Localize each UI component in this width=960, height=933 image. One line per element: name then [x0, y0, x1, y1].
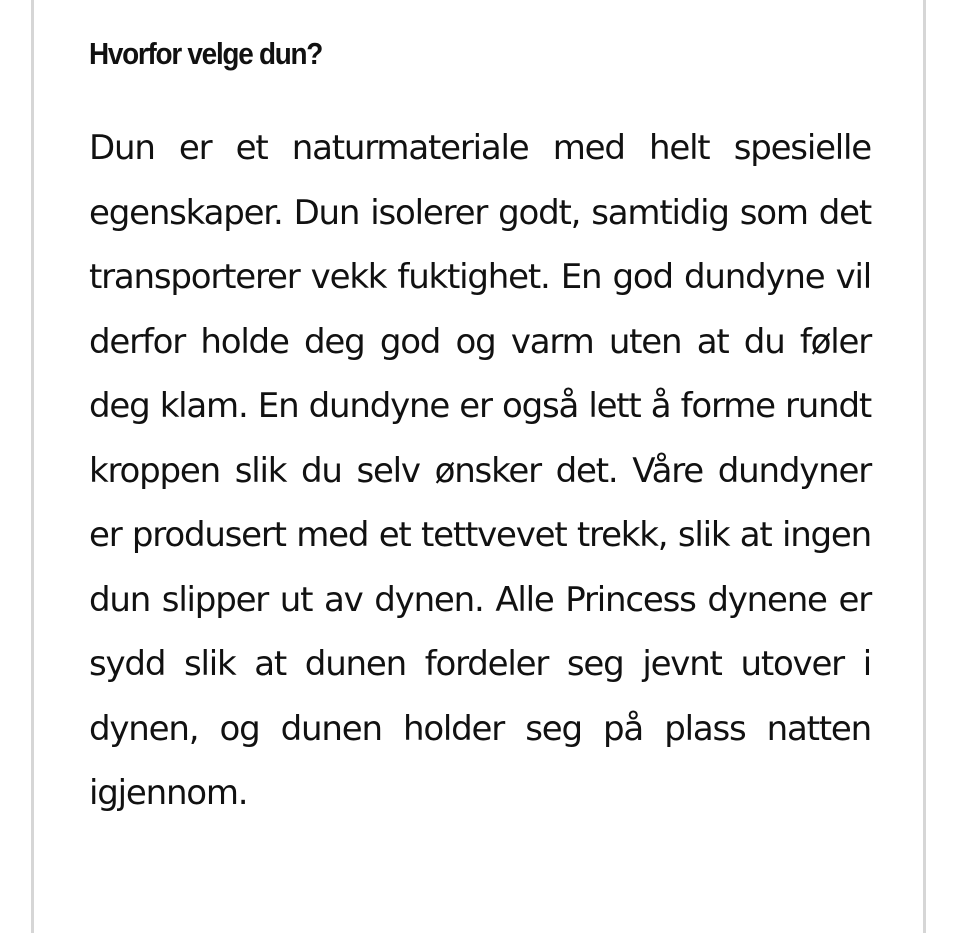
article-content — [89, 30, 871, 826]
section-heading: Hvorfor velge dun? — [89, 36, 323, 71]
left-border-line — [31, 0, 34, 933]
right-border-line — [923, 0, 926, 933]
body-paragraph: Dun er et naturmateriale med helt spesielle egenskaper. Dun isolerer godt, samtidig som det transporterer vekk fuktighet. En god dundyne vil derfor holde deg god og varm uten at du føler deg klam. En dundyne er også lett å forme rundt kroppen slik du selv ønsker det. Våre dundyner er produsert med et tettvevet trekk, slik at ingen dun slipper ut av dynen. Alle Princess dynene er sydd slik at dunen fordeler seg jevnt utover i dynen, og dunen holder seg på plass natten igjennom. — [89, 128, 871, 813]
